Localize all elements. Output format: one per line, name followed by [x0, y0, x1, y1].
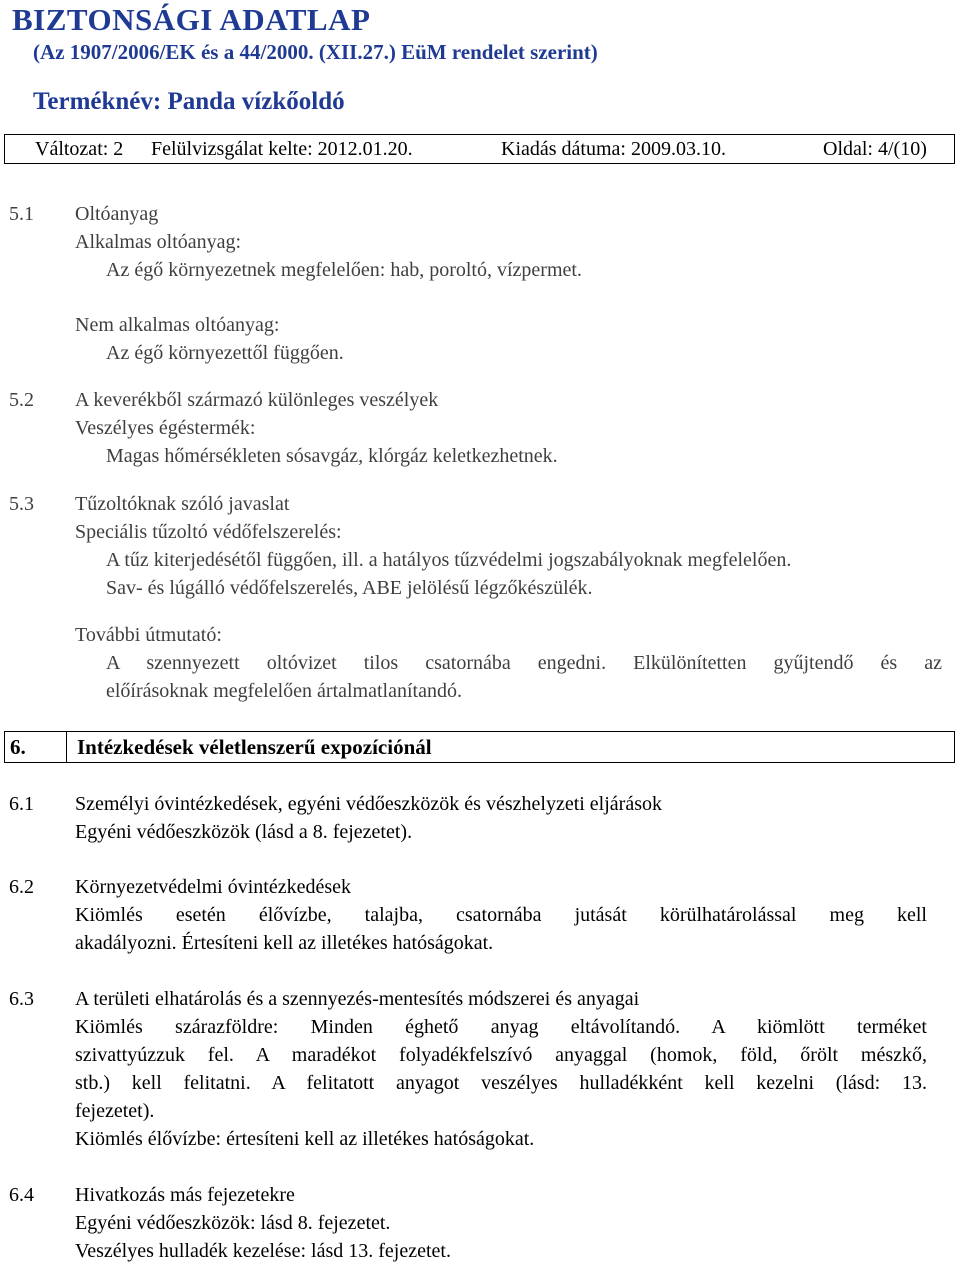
version-label: Változat: 2 — [35, 138, 124, 160]
suitable-text: Az égő környezetnek megfelelően: hab, poroltó, vízpermet. — [106, 259, 582, 281]
section-title: Hivatkozás más fejezetekre — [75, 1184, 295, 1206]
section-number: 5.1 — [9, 203, 34, 225]
section-text: Egyéni védőeszközök (lásd a 8. fejezetet). — [75, 821, 413, 843]
issue-date: Kiadás dátuma: 2009.03.10. — [501, 138, 726, 160]
section-title: Környezetvédelmi óvintézkedések — [75, 876, 351, 898]
section-number: 6.1 — [9, 793, 34, 815]
section-text-line: stb.) kell felitatni. A felitatott anyagot veszélyes hulladékként kell kezelni (lásd: 13. — [75, 1072, 927, 1094]
section-number: 6.3 — [9, 988, 34, 1010]
section-text-line: szivattyúzzuk fel. A maradékot folyadékfelszívó anyaggal (homok, föld, őrölt mészkő, — [75, 1044, 927, 1066]
hazard-label: Veszélyes égéstermék: — [75, 417, 256, 439]
section-text-line: Kiömlés élővízbe: értesíteni kell az illetékes hatóságokat. — [75, 1128, 535, 1150]
unsuitable-label: Nem alkalmas oltóanyag: — [75, 314, 280, 336]
section-text-line: Kiömlés esetén élővízbe, talajba, csatornába jutását körülhatárolással meg kell — [75, 904, 927, 926]
unsuitable-text: Az égő környezettől függően. — [106, 342, 344, 364]
section-text-line: Egyéni védőeszközök: lásd 8. fejezetet. — [75, 1212, 391, 1234]
section-title: Tűzoltóknak szóló javaslat — [75, 493, 290, 515]
section-text-line: fejezetet). — [75, 1100, 155, 1122]
section-number: 5.3 — [9, 493, 34, 515]
section-title: A területi elhatárolás és a szennyezés-mentesítés módszerei és anyagai — [75, 988, 640, 1010]
section-title: Személyi óvintézkedések, egyéni védőeszközök és vészhelyzeti eljárások — [75, 793, 662, 815]
section-6-header — [4, 731, 955, 763]
section-title: Intézkedések véletlenszerű expozíciónál — [77, 735, 432, 759]
review-date: Felülvizsgálat kelte: 2012.01.20. — [151, 138, 413, 160]
section-number: 5.2 — [9, 389, 34, 411]
equipment-line: A tűz kiterjedésétől függően, ill. a hatályos tűzvédelmi jogszabályoknak megfelelően. — [106, 549, 792, 571]
divider — [66, 732, 67, 762]
document-info-bar — [4, 134, 955, 164]
section-number: 6. — [10, 735, 26, 759]
further-label: További útmutató: — [75, 624, 222, 646]
suitable-label: Alkalmas oltóanyag: — [75, 231, 242, 253]
section-title: A keverékből származó különleges veszélyek — [75, 389, 439, 411]
section-text-line: Veszélyes hulladék kezelése: lásd 13. fejezetet. — [75, 1240, 451, 1262]
section-number: 6.2 — [9, 876, 34, 898]
further-line: A szennyezett oltóvizet tilos csatornába engedni. Elkülönítetten gyűjtendő és az — [106, 652, 942, 674]
equipment-line: Sav- és lúgálló védőfelszerelés, ABE jelölésű légzőkészülék. — [106, 577, 593, 599]
section-text-line: Kiömlés szárazföldre: Minden éghető anyag eltávolítandó. A kiömlött terméket — [75, 1016, 927, 1038]
product-name: Terméknév: Panda vízkőoldó — [33, 88, 345, 115]
hazard-text: Magas hőmérsékleten sósavgáz, klórgáz keletkezhetnek. — [106, 445, 558, 467]
section-title: Oltóanyag — [75, 203, 159, 225]
regulation-subtitle: (Az 1907/2006/EK és a 44/2000. (XII.27.) EüM rendelet szerint) — [33, 40, 598, 64]
equipment-label: Speciális tűzoltó védőfelszerelés: — [75, 521, 342, 543]
section-number: 6.4 — [9, 1184, 34, 1206]
further-line: előírásoknak megfelelően ártalmatlanítandó. — [106, 680, 462, 702]
section-text-line: akadályozni. Értesíteni kell az illetékes hatóságokat. — [75, 932, 494, 954]
page-number: Oldal: 4/(10) — [823, 138, 927, 160]
document-title: BIZTONSÁGI ADATLAP — [12, 2, 371, 37]
